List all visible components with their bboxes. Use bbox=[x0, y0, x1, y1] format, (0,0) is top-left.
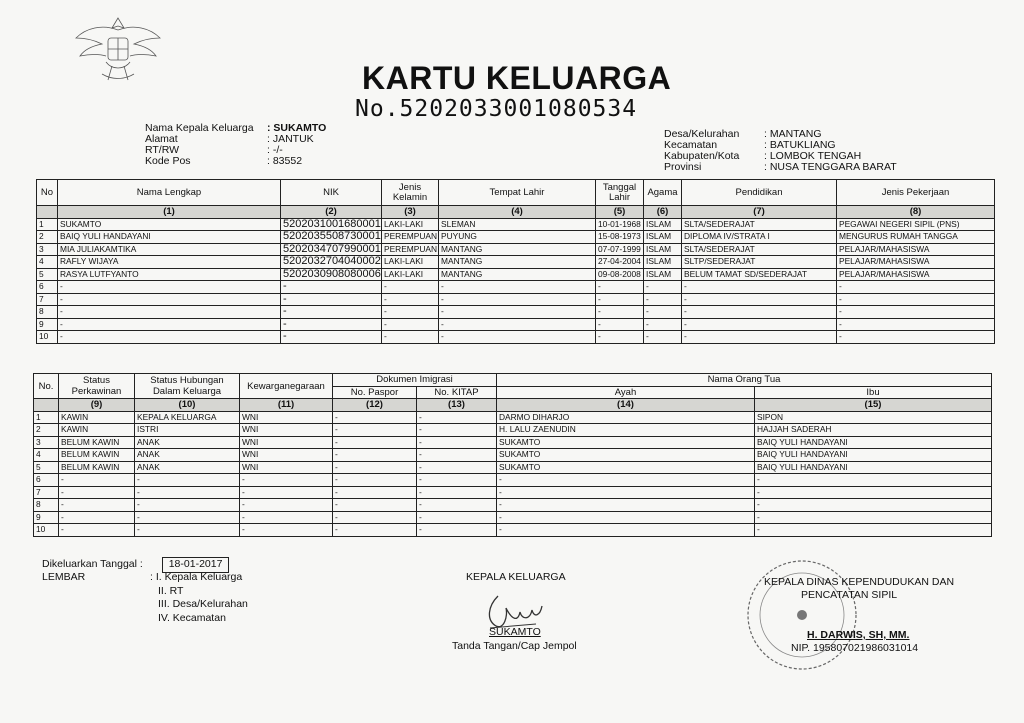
table-cell: - bbox=[439, 293, 596, 306]
table-cell: 07-07-1999 bbox=[596, 243, 644, 256]
table-cell: SUKAMTO bbox=[497, 449, 755, 462]
table-cell: 9 bbox=[34, 511, 59, 524]
table-cell: - bbox=[333, 461, 417, 474]
table-cell: - bbox=[135, 511, 240, 524]
table-row bbox=[34, 449, 992, 462]
col-number: (10) bbox=[135, 399, 240, 412]
col-header: Ibu bbox=[755, 386, 992, 399]
table-cell: 5202034707990001 bbox=[281, 243, 382, 256]
table-cell: BAIQ YULI HANDAYANI bbox=[58, 231, 281, 244]
table-cell: - bbox=[644, 293, 682, 306]
table-cell: KAWIN bbox=[59, 411, 135, 424]
col-number: (1) bbox=[58, 206, 281, 219]
table-cell: - bbox=[333, 474, 417, 487]
table-cell: 2 bbox=[37, 231, 58, 244]
table-cell: - bbox=[682, 281, 837, 294]
lembar-item: III. Desa/Kelurahan bbox=[158, 598, 248, 610]
table-cell: BELUM KAWIN bbox=[59, 449, 135, 462]
col-header: Agama bbox=[644, 180, 682, 206]
table-cell: SLTA/SEDERAJAT bbox=[682, 218, 837, 231]
table-cell: - bbox=[837, 331, 995, 344]
table-cell: SUKAMTO bbox=[58, 218, 281, 231]
table-row bbox=[34, 524, 992, 537]
table-cell: KAWIN bbox=[59, 424, 135, 437]
table-cell: 6 bbox=[37, 281, 58, 294]
table-cell: PELAJAR/MAHASISWA bbox=[837, 256, 995, 269]
table-cell: - bbox=[417, 449, 497, 462]
col-header: Status Hubungan Dalam Keluarga bbox=[135, 374, 240, 399]
table-cell: 09-08-2008 bbox=[596, 268, 644, 281]
col-number: (8) bbox=[837, 206, 995, 219]
table-row bbox=[37, 306, 995, 319]
table-cell: SLTP/SEDERAJAT bbox=[682, 256, 837, 269]
table-cell: 10 bbox=[37, 331, 58, 344]
col-header: No. bbox=[34, 374, 59, 399]
table-cell: - bbox=[333, 511, 417, 524]
table-cell: - bbox=[135, 499, 240, 512]
lembar-item: II. RT bbox=[158, 584, 184, 597]
official-stamp-icon bbox=[738, 556, 866, 674]
issued-label: Dikeluarkan Tanggal : bbox=[42, 558, 143, 570]
table-cell: - bbox=[682, 331, 837, 344]
col-number: (4) bbox=[439, 206, 596, 219]
table-cell: - bbox=[333, 524, 417, 537]
table-cell: - bbox=[281, 318, 382, 331]
table-cell: - bbox=[59, 511, 135, 524]
col-header: Ayah bbox=[497, 386, 755, 399]
table-cell: - bbox=[240, 499, 333, 512]
table-cell: WNI bbox=[240, 424, 333, 437]
table-cell: 3 bbox=[34, 436, 59, 449]
family-card-number: No.5202033001080534 bbox=[355, 96, 638, 122]
table-cell: 9 bbox=[37, 318, 58, 331]
table-cell: - bbox=[439, 306, 596, 319]
table-cell: PUYUNG bbox=[439, 231, 596, 244]
col-header: Tempat Lahir bbox=[439, 180, 596, 206]
table-cell: 7 bbox=[37, 293, 58, 306]
header-row: Desa/Kelurahan : MANTANG bbox=[664, 128, 822, 140]
family-members-table bbox=[36, 179, 995, 344]
lembar-label: LEMBAR bbox=[42, 571, 86, 583]
table-cell: 5202030908080006 bbox=[281, 268, 382, 281]
table-cell: - bbox=[240, 524, 333, 537]
table-cell: MANTANG bbox=[439, 256, 596, 269]
table-cell: WNI bbox=[240, 449, 333, 462]
table-row bbox=[34, 511, 992, 524]
table-cell: - bbox=[644, 331, 682, 344]
table-cell: - bbox=[596, 293, 644, 306]
table-cell: ISLAM bbox=[644, 231, 682, 244]
table-cell: - bbox=[755, 511, 992, 524]
table-row bbox=[37, 268, 995, 281]
table-cell: - bbox=[58, 318, 281, 331]
table-cell: - bbox=[417, 436, 497, 449]
table-cell: - bbox=[333, 499, 417, 512]
col-header: Tanggal Lahir bbox=[596, 180, 644, 206]
table-cell: - bbox=[58, 293, 281, 306]
table-cell: - bbox=[755, 474, 992, 487]
table-cell: - bbox=[240, 486, 333, 499]
table-cell: MIA JULIAKAMTIKA bbox=[58, 243, 281, 256]
col-header: No. KITAP bbox=[417, 386, 497, 399]
table-row bbox=[34, 486, 992, 499]
kepala-keluarga-label: KEPALA KELUARGA bbox=[466, 571, 566, 583]
table-cell: - bbox=[644, 306, 682, 319]
table-cell: - bbox=[281, 293, 382, 306]
table-cell: SUKAMTO bbox=[497, 461, 755, 474]
table-cell: LAKI-LAKI bbox=[382, 256, 439, 269]
garuda-emblem-icon bbox=[72, 14, 164, 86]
table-cell: - bbox=[333, 411, 417, 424]
table-cell: DARMO DIHARJO bbox=[497, 411, 755, 424]
col-number: (15) bbox=[755, 399, 992, 412]
table-cell: - bbox=[135, 474, 240, 487]
table-cell: SLTA/SEDERAJAT bbox=[682, 243, 837, 256]
table-cell: - bbox=[837, 318, 995, 331]
family-members-body bbox=[37, 218, 995, 343]
table-cell: - bbox=[59, 524, 135, 537]
table-cell: ANAK bbox=[135, 436, 240, 449]
table-cell: BAIQ YULI HANDAYANI bbox=[755, 436, 992, 449]
table-cell: - bbox=[497, 474, 755, 487]
table-cell: - bbox=[837, 306, 995, 319]
table-cell: - bbox=[59, 474, 135, 487]
table-cell: 5 bbox=[37, 268, 58, 281]
table-cell: - bbox=[682, 306, 837, 319]
header-row: Kabupaten/Kota : LOMBOK TENGAH bbox=[664, 150, 862, 162]
table-row bbox=[37, 231, 995, 244]
table-cell: 8 bbox=[34, 499, 59, 512]
lembar-item: : I. Kepala Keluarga bbox=[150, 571, 243, 583]
official-name: H. DARWIS, SH, MM. bbox=[807, 629, 910, 641]
table-cell: - bbox=[382, 281, 439, 294]
col-header: No bbox=[37, 180, 58, 206]
table-cell: PEREMPUAN bbox=[382, 231, 439, 244]
table-cell: - bbox=[382, 318, 439, 331]
table-cell: WNI bbox=[240, 436, 333, 449]
table-cell: - bbox=[596, 318, 644, 331]
table-cell: - bbox=[240, 511, 333, 524]
table-cell: - bbox=[497, 499, 755, 512]
table-cell: H. LALU ZAENUDIN bbox=[497, 424, 755, 437]
table-cell: - bbox=[439, 281, 596, 294]
table-cell: 5202031001680001 bbox=[281, 218, 382, 231]
table-cell: 8 bbox=[37, 306, 58, 319]
table-cell: - bbox=[240, 474, 333, 487]
table-cell: - bbox=[417, 524, 497, 537]
table-cell: SLEMAN bbox=[439, 218, 596, 231]
table-cell: - bbox=[417, 411, 497, 424]
header-row: Kode Pos : 83552 bbox=[145, 155, 303, 167]
table-cell: RASYA LUTFYANTO bbox=[58, 268, 281, 281]
signature-caption: Tanda Tangan/Cap Jempol bbox=[452, 640, 577, 652]
table-cell: - bbox=[417, 474, 497, 487]
col-header: Nama Lengkap bbox=[58, 180, 281, 206]
table-cell: 5 bbox=[34, 461, 59, 474]
table-cell: ANAK bbox=[135, 461, 240, 474]
table-cell: MANTANG bbox=[439, 268, 596, 281]
table-cell: - bbox=[281, 306, 382, 319]
table-cell: HAJJAH SADERAH bbox=[755, 424, 992, 437]
col-number: (6) bbox=[644, 206, 682, 219]
table-cell: - bbox=[497, 486, 755, 499]
table-row bbox=[34, 411, 992, 424]
table-cell: - bbox=[682, 318, 837, 331]
table-cell: - bbox=[439, 318, 596, 331]
table-cell: - bbox=[755, 499, 992, 512]
table-row bbox=[34, 436, 992, 449]
table-cell: - bbox=[596, 306, 644, 319]
col-number: (12) bbox=[333, 399, 417, 412]
table-row bbox=[37, 293, 995, 306]
table-cell: SUKAMTO bbox=[497, 436, 755, 449]
table-cell: PELAJAR/MAHASISWA bbox=[837, 268, 995, 281]
col-number: (5) bbox=[596, 206, 644, 219]
table-cell: - bbox=[382, 331, 439, 344]
table-row bbox=[37, 256, 995, 269]
table-cell: 4 bbox=[34, 449, 59, 462]
table-cell: 4 bbox=[37, 256, 58, 269]
table-cell: MENGURUS RUMAH TANGGA bbox=[837, 231, 995, 244]
col-header: Nama Orang Tua bbox=[497, 374, 992, 387]
table-cell: 5202035508730001 bbox=[281, 231, 382, 244]
table-cell: - bbox=[755, 486, 992, 499]
table-cell: PELAJAR/MAHASISWA bbox=[837, 243, 995, 256]
col-number: (9) bbox=[59, 399, 135, 412]
family-status-table bbox=[33, 373, 992, 537]
table-cell: BAIQ YULI HANDAYANI bbox=[755, 449, 992, 462]
table-cell: 27-04-2004 bbox=[596, 256, 644, 269]
table-cell: 15-08-1973 bbox=[596, 231, 644, 244]
table-cell: - bbox=[417, 461, 497, 474]
table-cell: - bbox=[333, 486, 417, 499]
table-cell: - bbox=[135, 524, 240, 537]
family-status-body bbox=[34, 411, 992, 536]
col-number: (3) bbox=[382, 206, 439, 219]
table-cell: - bbox=[439, 331, 596, 344]
table-cell: ISLAM bbox=[644, 243, 682, 256]
table-cell: - bbox=[281, 331, 382, 344]
table-cell: ISTRI bbox=[135, 424, 240, 437]
col-number: (13) bbox=[417, 399, 497, 412]
table-cell: WNI bbox=[240, 411, 333, 424]
header-left-block bbox=[145, 123, 326, 167]
table-cell: PEGAWAI NEGERI SIPIL (PNS) bbox=[837, 218, 995, 231]
issued-date: 18-01-2017 bbox=[162, 557, 230, 573]
table-cell: - bbox=[333, 449, 417, 462]
table-cell: 10 bbox=[34, 524, 59, 537]
table-cell: - bbox=[417, 499, 497, 512]
kepala-keluarga-name: SUKAMTO bbox=[489, 626, 541, 638]
table-row bbox=[37, 318, 995, 331]
table-cell: - bbox=[135, 486, 240, 499]
table-cell: - bbox=[59, 499, 135, 512]
table-cell: - bbox=[682, 293, 837, 306]
col-header: Jenis Pekerjaan bbox=[837, 180, 995, 206]
table-cell: - bbox=[281, 281, 382, 294]
header-row: Kecamatan : BATUKLIANG bbox=[664, 139, 836, 151]
col-number: (7) bbox=[682, 206, 837, 219]
table-row bbox=[34, 461, 992, 474]
col-number: (14) bbox=[497, 399, 755, 412]
table-cell: RAFLY WIJAYA bbox=[58, 256, 281, 269]
table-cell: - bbox=[58, 306, 281, 319]
col-header: Status Perkawinan bbox=[59, 374, 135, 399]
table-row bbox=[37, 243, 995, 256]
table-cell: 7 bbox=[34, 486, 59, 499]
header-row: Nama Kepala Keluarga : SUKAMTO bbox=[145, 122, 327, 134]
table-cell: BELUM KAWIN bbox=[59, 436, 135, 449]
table-row bbox=[37, 331, 995, 344]
table-cell: BAIQ YULI HANDAYANI bbox=[755, 461, 992, 474]
table-cell: - bbox=[596, 331, 644, 344]
table-cell: - bbox=[497, 511, 755, 524]
header-row: Alamat : JANTUK bbox=[145, 133, 314, 145]
official-title-2: PENCATATAN SIPIL bbox=[801, 589, 898, 601]
col-number: (2) bbox=[281, 206, 382, 219]
header-row: Provinsi : NUSA TENGGARA BARAT bbox=[664, 161, 897, 173]
table-row bbox=[34, 424, 992, 437]
table-cell: 6 bbox=[34, 474, 59, 487]
table-cell: 3 bbox=[37, 243, 58, 256]
table-row bbox=[34, 499, 992, 512]
table-cell: - bbox=[417, 424, 497, 437]
table-cell: 5202032704040002 bbox=[281, 256, 382, 269]
table-cell: - bbox=[497, 524, 755, 537]
table-cell: ISLAM bbox=[644, 218, 682, 231]
document-title: KARTU KELUARGA bbox=[362, 60, 672, 96]
table-cell: - bbox=[417, 486, 497, 499]
table-cell: PEREMPUAN bbox=[382, 243, 439, 256]
table-cell: - bbox=[58, 281, 281, 294]
table-row bbox=[37, 281, 995, 294]
table-cell: SIPON bbox=[755, 411, 992, 424]
table-cell: - bbox=[58, 331, 281, 344]
lembar-list bbox=[150, 571, 248, 625]
table-cell: - bbox=[644, 318, 682, 331]
table-cell: - bbox=[837, 281, 995, 294]
table-cell: 1 bbox=[34, 411, 59, 424]
col-header: NIK bbox=[281, 180, 382, 206]
table-cell: - bbox=[333, 436, 417, 449]
table-cell: - bbox=[382, 306, 439, 319]
col-header: Dokumen Imigrasi bbox=[333, 374, 497, 387]
table-cell: - bbox=[837, 293, 995, 306]
table-cell: - bbox=[59, 486, 135, 499]
table-cell: LAKI-LAKI bbox=[382, 268, 439, 281]
table-row bbox=[37, 218, 995, 231]
table-row bbox=[34, 474, 992, 487]
lembar-item: IV. Kecamatan bbox=[158, 611, 226, 624]
table-cell: ISLAM bbox=[644, 268, 682, 281]
table-cell: LAKI-LAKI bbox=[382, 218, 439, 231]
col-header: No. Paspor bbox=[333, 386, 417, 399]
table-cell: 2 bbox=[34, 424, 59, 437]
header-row: RT/RW : -/- bbox=[145, 144, 283, 156]
table-cell: DIPLOMA IV/STRATA I bbox=[682, 231, 837, 244]
table-cell: - bbox=[596, 281, 644, 294]
table-cell: WNI bbox=[240, 461, 333, 474]
table-cell: MANTANG bbox=[439, 243, 596, 256]
col-header: Jenis Kelamin bbox=[382, 180, 439, 206]
official-nip: NIP. 195807021986031014 bbox=[791, 642, 919, 654]
col-number: (11) bbox=[240, 399, 333, 412]
official-title-1: KEPALA DINAS KEPENDUDUKAN DAN bbox=[764, 576, 955, 588]
table-cell: KEPALA KELUARGA bbox=[135, 411, 240, 424]
table-cell: ANAK bbox=[135, 449, 240, 462]
table-cell: - bbox=[382, 293, 439, 306]
col-header: Kewarganegaraan bbox=[240, 374, 333, 399]
table-cell: - bbox=[755, 524, 992, 537]
table-cell: BELUM TAMAT SD/SEDERAJAT bbox=[682, 268, 837, 281]
table-cell: - bbox=[417, 511, 497, 524]
col-header: Pendidikan bbox=[682, 180, 837, 206]
table-cell: ISLAM bbox=[644, 256, 682, 269]
table-cell: BELUM KAWIN bbox=[59, 461, 135, 474]
table-cell: 10-01-1968 bbox=[596, 218, 644, 231]
header-right-block bbox=[664, 129, 897, 173]
table-cell: 1 bbox=[37, 218, 58, 231]
table-cell: - bbox=[333, 424, 417, 437]
table-cell: - bbox=[644, 281, 682, 294]
